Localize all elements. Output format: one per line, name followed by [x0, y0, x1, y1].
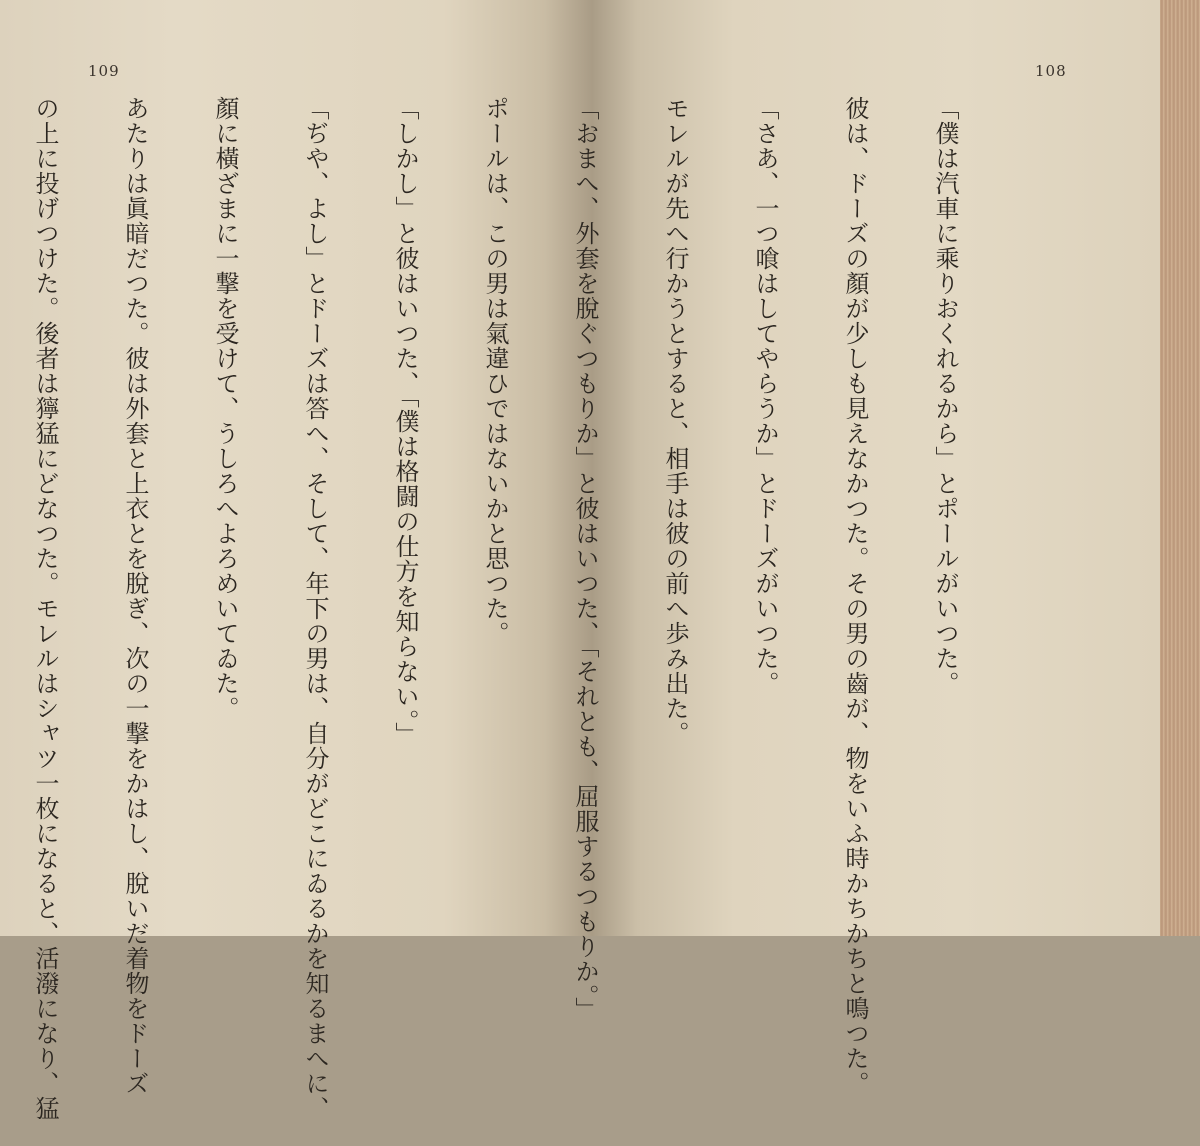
right-page-text — [31, 96, 1020, 1121]
text-column: あたりは眞暗だつた。彼は外套と上衣とを脫ぎ、次の一撃をかはし、脫いだ着物をドーズ — [121, 96, 149, 1096]
text-column: 「ぢや、よし」とドーズは答へ、そして、年下の男は、自分がどこにゐるかを知るまへに、 — [301, 96, 329, 1121]
text-column: モレルが先へ行かうとすると、相手は彼の前へ歩み出た。 — [661, 96, 689, 746]
text-column: 「さあ、一つ喰はしてやらうか」とドーズがいつた。 — [751, 96, 779, 696]
text-column: 「おまへ、外套を脫ぐつもりか」と彼はいつた、「それとも、屈服するつもりか。」 — [571, 96, 599, 1022]
text-column: 「僕は汽車に乘りおくれるから」とポールがいつた。 — [931, 96, 959, 696]
text-column: の上に投げつけた。後者は獰猛にどなつた。モレルはシャツ一枚になると、活潑になり、猛 — [31, 96, 59, 1121]
text-column: ポールは、この男は氣違ひではないかと思つた。 — [481, 96, 509, 646]
text-column: 「しかし」と彼はいつた、「僕は格闘の仕方を知らない。」 — [391, 96, 419, 747]
page-number-left: 109 — [88, 62, 120, 80]
page-number-right: 108 — [1035, 62, 1067, 80]
text-column: 彼は、ドーズの顏が少しも見えなかつた。その男の齒が、物をいふ時かちかちと鳴つた。 — [841, 96, 869, 1096]
text-column: 顏に橫ざまに一撃を受けて、うしろへよろめいてゐた。 — [211, 96, 239, 721]
page-edges — [1160, 0, 1200, 936]
